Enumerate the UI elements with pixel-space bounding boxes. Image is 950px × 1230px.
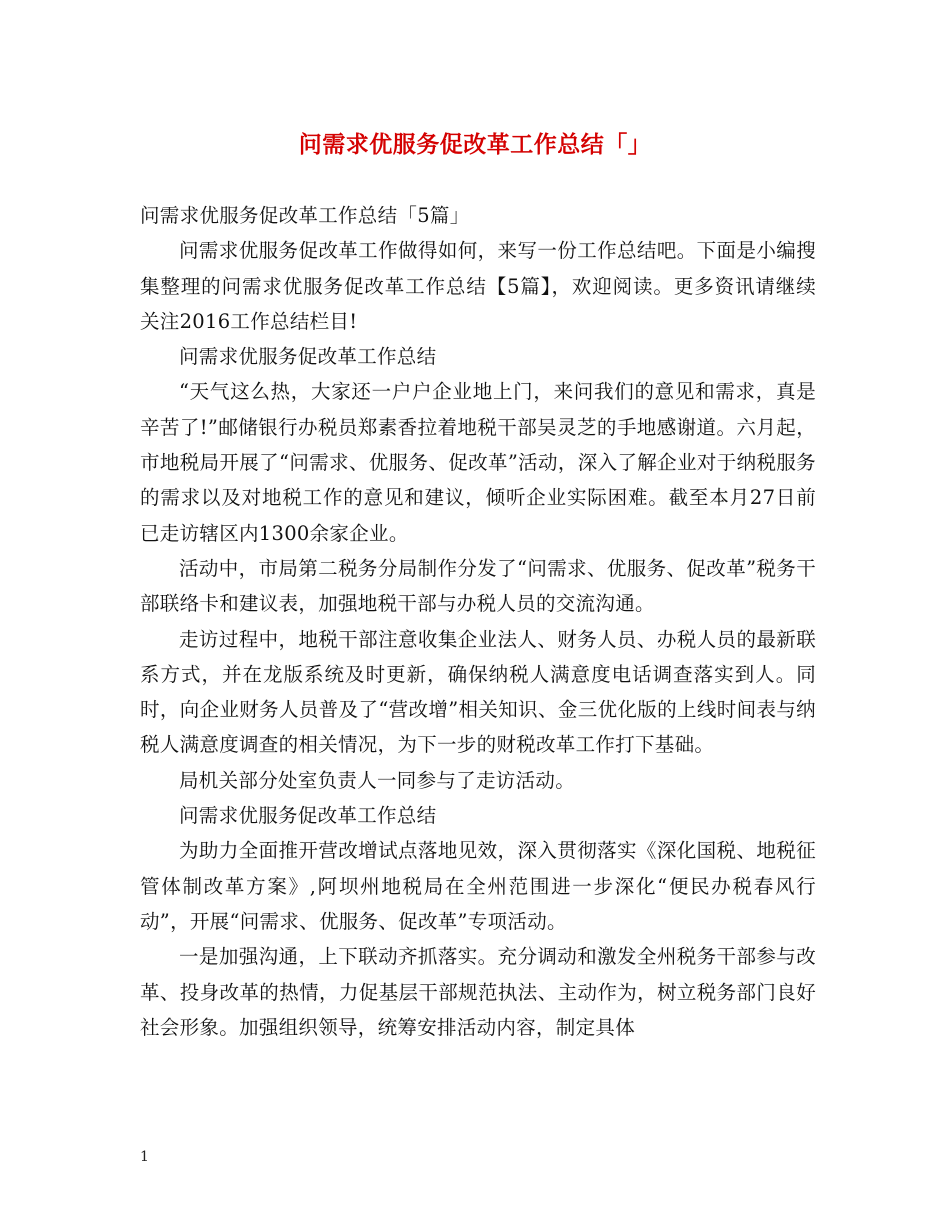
paragraph: 局机关部分处室负责人一同参与了走访活动。 (179, 768, 576, 792)
paragraph: “天气这么热，大家还一户户企业地上门，来问我们的意见和需求，真是辛苦了!”邮储银行办税员郑素香拉着地税干部吴灵芝的手地感谢道。六月起，市地税局开展了“问需求、优服务、促改革”活动，深入了解企业对于纳税服务的需求以及对地税工作的意见和建议，倾听企业实际困难。截至本月27日前已走访辖区内1300余家企业。 (140, 380, 816, 545)
paragraph: 一是加强沟通，上下联动齐抓落实。充分调动和激发全州税务干部参与改革、投身改革的热情，力促基层干部规范执法、主动作为，树立税务部门良好社会形象。加强组织领导，统筹安排活动内容，制定具体 (140, 945, 816, 1039)
page-number: 1 (140, 1149, 149, 1165)
section-heading: 问需求优服务促改革工作总结 (179, 804, 437, 828)
paragraph: 为助力全面推开营改增试点落地见效，深入贯彻落实《深化国税、地税征管体制改革方案》,阿坝州地税局在全州范围进一步深化“便民办税春风行动”，开展“问需求、优服务、促改革”专项活动。 (140, 839, 816, 933)
paragraph: 活动中，市局第二税务分局制作分发了“问需求、优服务、促改革”税务干部联络卡和建议表，加强地税干部与办税人员的交流沟通。 (140, 556, 816, 616)
section-heading: 问需求优服务促改革工作总结 (179, 345, 437, 369)
paragraph: 走访过程中，地税干部注意收集企业法人、财务人员、办税人员的最新联系方式，并在龙版系统及时更新，确保纳税人满意度电话调查落实到人。同时，向企业财务人员普及了“营改增”相关知识、金三优化版的上线时间表与纳税人满意度调查的相关情况，为下一步的财税改革工作打下基础。 (140, 627, 816, 757)
document-subtitle: 问需求优服务促改革工作总结「5篇」 (140, 204, 470, 227)
paragraph: 问需求优服务促改革工作做得如何，来写一份工作总结吧。下面是小编搜集整理的问需求优服务促改革工作总结【5篇】，欢迎阅读。更多资讯请继续关注2016工作总结栏目! (140, 239, 816, 333)
document-title: 问需求优服务促改革工作总结「」 (298, 131, 652, 158)
document-body (140, 198, 816, 1045)
